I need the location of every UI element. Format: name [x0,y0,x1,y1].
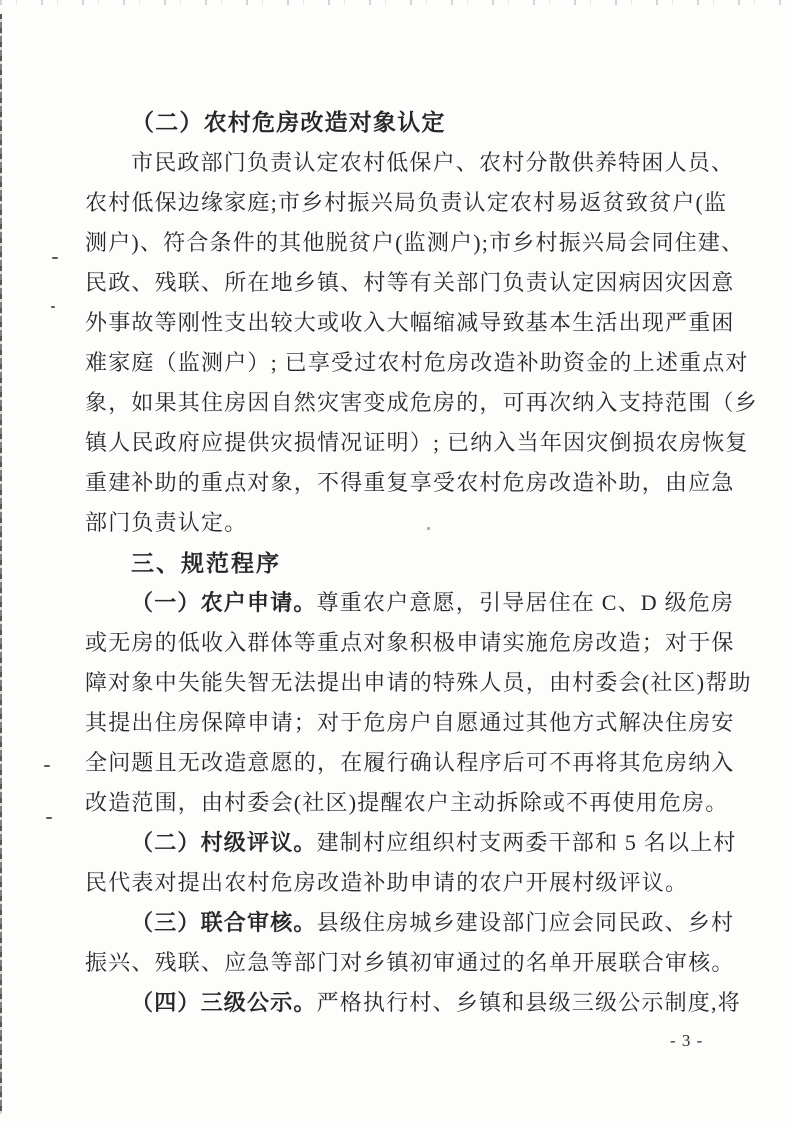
line-text: 县级住房城乡建设部门应会同民政、乡村 [316,910,735,935]
line-text: 外事故等刚性支出较大或收入大幅缩减导致基本生活出现严重困 [85,310,735,335]
text-line-15 [85,663,752,703]
line-emphasis: （四）三级公示。 [131,990,317,1015]
line-emphasis: 三、规范程序 [131,550,281,576]
text-line-8 [85,383,758,423]
text-line-11 [85,503,719,543]
scan-speck [51,306,55,308]
text-line-4 [85,223,745,263]
line-text: 尊重农户意愿，引导居住在 C、D 级危房 [316,590,735,615]
text-line-23 [85,983,741,1023]
line-text: 市民政部门负责认定农村低保户、农村分散供养特困人员、 [131,150,735,175]
scan-speck [46,817,52,819]
line-text: 难家庭（监测户）; 已享受过农村危房改造补助资金的上述重点对 [85,350,749,375]
text-line-12 [85,543,719,583]
text-line-7 [85,343,749,383]
scan-speck [52,257,58,259]
line-text: 其提出住房保障申请；对于危房户自愿通过其他方式解决住房安 [85,710,735,735]
line-text: 象，如果其住房因自然灾害变成危房的，可再次纳入支持范围（乡 [85,390,758,415]
text-line-20 [85,863,719,903]
text-line-18 [85,783,729,823]
text-line-10 [85,463,735,503]
line-text: 建制村应组织村支两委干部和 5 名以上村 [316,830,737,855]
line-emphasis: （三）联合审核。 [131,910,317,935]
text-line-3 [85,183,728,223]
line-emphasis: （二）农村危房改造对象认定 [131,110,446,135]
text-line-13 [85,583,735,623]
line-text: 民代表对提出农村危房改造补助申请的农户开展村级评议。 [85,870,689,895]
scan-artifact-top-edge [0,0,793,5]
line-text: 农村低保边缘家庭;市乡村振兴局负责认定农村易返贫致贫户(监 [85,190,728,215]
document-body [85,103,758,1023]
text-line-22 [85,943,735,983]
text-line-2 [85,143,735,183]
scan-speck [44,765,50,767]
text-line-14 [85,623,735,663]
text-line-16 [85,703,735,743]
line-text: 严格执行村、乡镇和县级三级公示制度,将 [316,990,741,1015]
line-text: 测户)、符合条件的其他脱贫户(监测户);市乡村振兴局会同住建、 [85,230,745,255]
text-line-9 [85,423,749,463]
text-line-21 [85,903,735,943]
line-text: 镇人民政府应提供灾损情况证明）; 已纳入当年因灾倒损农房恢复 [85,430,749,455]
text-line-17 [85,743,735,783]
line-text: 改造范围，由村委会(社区)提醒农户主动拆除或不再使用危房。 [85,790,729,815]
line-text: 民政、残联、所在地乡镇、村等有关部门负责认定因病因灾因意 [85,270,735,295]
line-text: 障对象中失能失智无法提出申请的特殊人员，由村委会(社区)帮助 [85,670,752,695]
text-line-5 [85,263,735,303]
line-text: 全问题且无改造意愿的，在履行确认程序后可不再将其危房纳入 [85,750,735,775]
text-line-1 [85,103,719,143]
page-number: - 3 - [670,1031,704,1050]
line-text: 部门负责认定。 [85,510,248,535]
line-emphasis: （二）村级评议。 [131,830,317,855]
text-line-19 [85,823,737,863]
text-line-6 [85,303,735,343]
line-emphasis: （一）农户申请。 [131,590,317,615]
line-text: 重建补助的重点对象，不得重复享受农村危房改造补助，由应急 [85,470,735,495]
scan-artifact-left-edge [0,14,2,1114]
line-text: 或无房的低收入群体等重点对象积极申请实施危房改造；对于保 [85,630,735,655]
line-text: 振兴、残联、应急等部门对乡镇初审通过的名单开展联合审核。 [85,950,735,975]
